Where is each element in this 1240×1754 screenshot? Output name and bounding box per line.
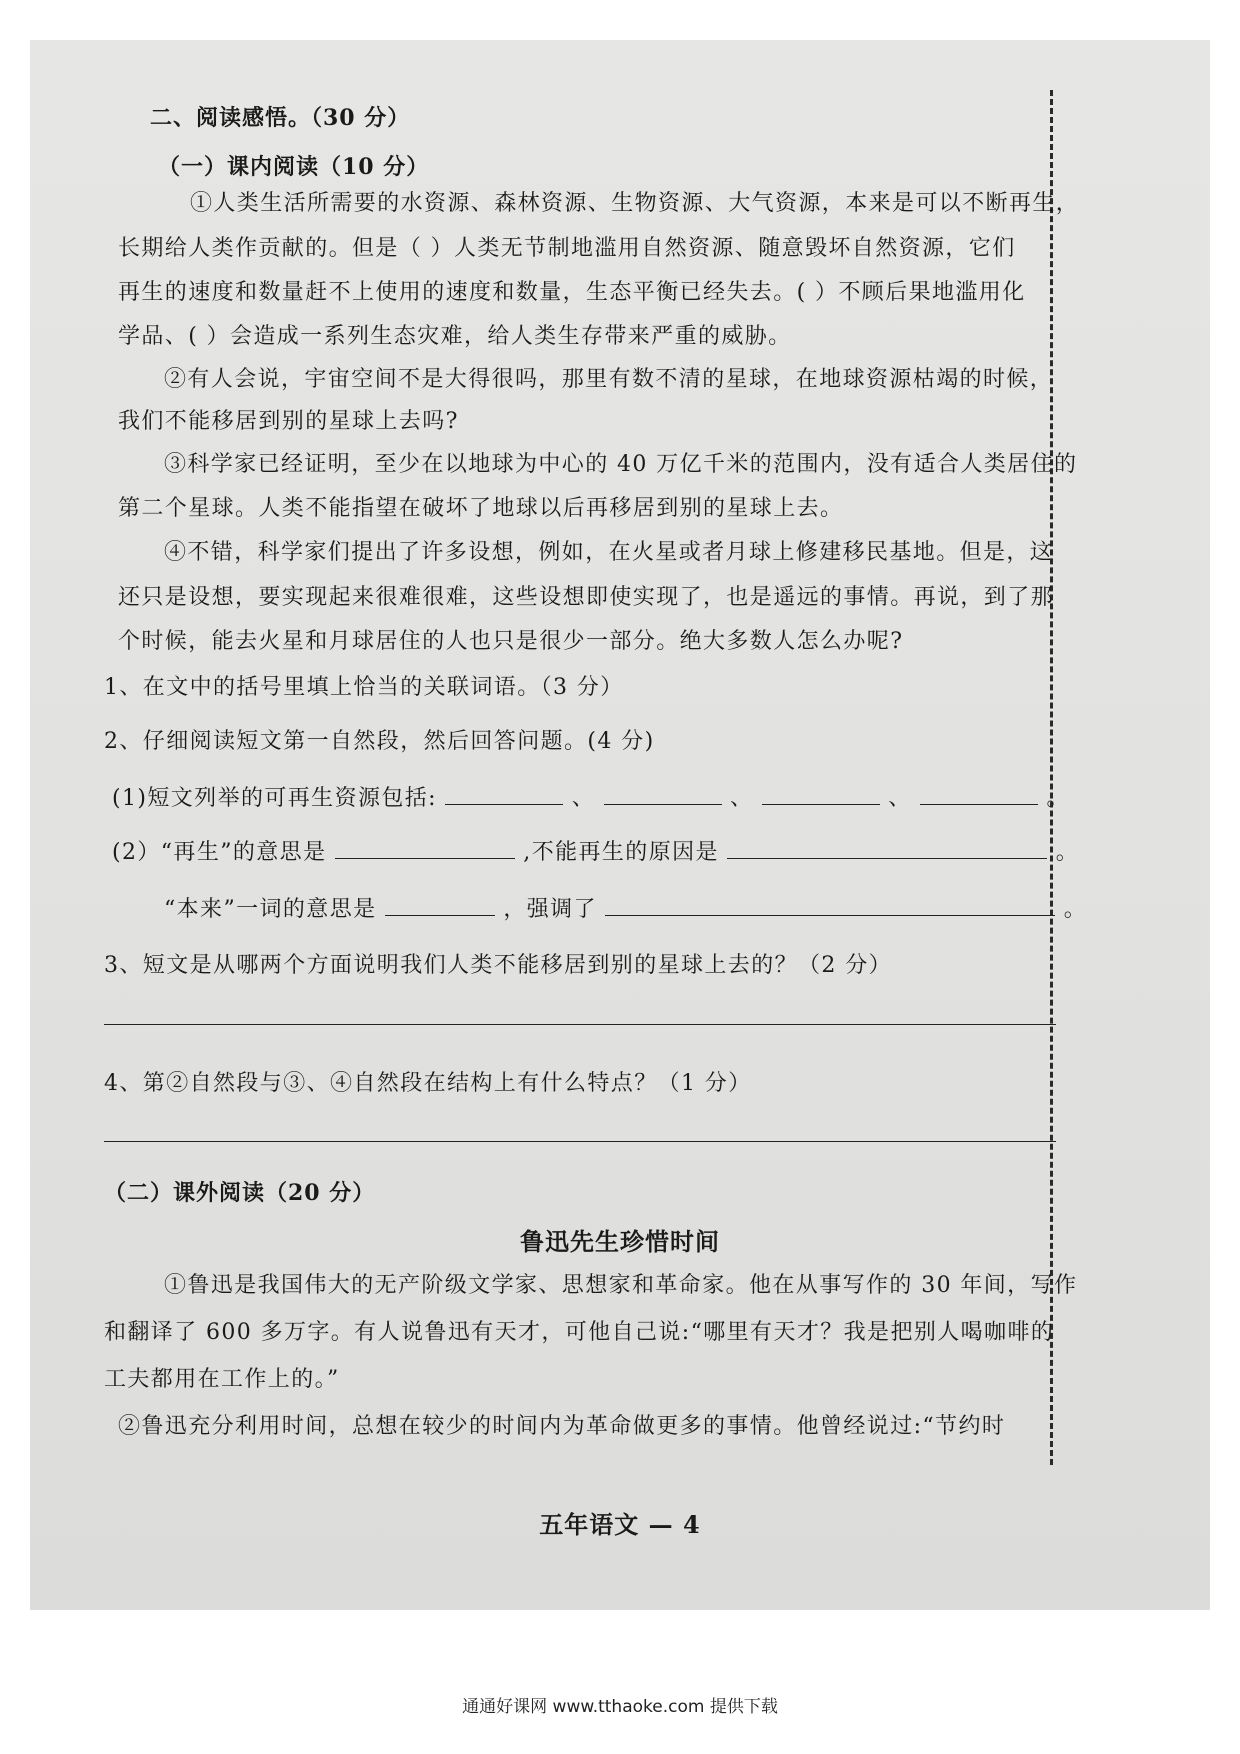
question-2-2-label: (2）“再生”的意思是 <box>112 840 327 865</box>
passage-line: 第二个星球。人类不能指望在破坏了地球以后再移居到别的星球上去。 <box>118 496 844 521</box>
page-footer: 五年语文 — 4 <box>539 1510 701 1539</box>
question-3: 3、短文是从哪两个方面说明我们人类不能移居到别的星球上去的？（2 分） <box>104 953 892 978</box>
answer-blank[interactable] <box>385 895 495 916</box>
question-2-2 <box>112 835 1079 866</box>
question-4: 4、第②自然段与③、④自然段在结构上有什么特点？（1 分） <box>104 1071 752 1096</box>
passage-line: 我们不能移居到别的星球上去吗? <box>118 409 459 434</box>
answer-blank[interactable] <box>727 838 1047 859</box>
answer-blank[interactable] <box>445 784 563 805</box>
question-2-2-mid: ,不能再生的原因是 <box>523 840 719 865</box>
passage-line: 还只是设想，要实现起来很难很难，这些设想即使实现了，也是遥远的事情。再说，到了那 <box>118 585 1055 610</box>
passage-line: ②有人会说，宇宙空间不是大得很吗，那里有数不清的星球，在地球资源枯竭的时候， <box>164 367 1054 392</box>
section-heading: 二、阅读感悟。（30 分） <box>150 105 411 131</box>
binding-cut-line <box>1050 90 1053 1465</box>
answer-blank[interactable] <box>335 838 515 859</box>
answer-blank[interactable] <box>920 784 1038 805</box>
end-mark: 。 <box>1055 840 1080 865</box>
part-two-heading: （二）课外阅读（20 分） <box>104 1180 376 1206</box>
question-2: 2、仔细阅读短文第一自然段，然后回答问题。(4 分) <box>104 729 655 754</box>
separator: 、 <box>730 786 754 811</box>
separator: 、 <box>888 786 912 811</box>
article-title: 鲁迅先生珍惜时间 <box>520 1227 720 1256</box>
question-1: 1、在文中的括号里填上恰当的关联词语。（3 分） <box>104 675 624 700</box>
passage-line: 再生的速度和数量赶不上使用的速度和数量，生态平衡已经失去。( ）不顾后果地滥用化 <box>118 280 1026 305</box>
passage-line: 学品、( ）会造成一系列生态灾难，给人类生存带来严重的威胁。 <box>118 324 792 349</box>
end-mark: 。 <box>1063 897 1088 922</box>
passage-line: 个时候，能去火星和月球居住的人也只是很少一部分。绝大多数人怎么办呢? <box>118 629 904 654</box>
answer-line[interactable] <box>104 1024 1056 1025</box>
end-mark: 。 <box>1046 786 1070 811</box>
passage-line: 和翻译了 600 多万字。有人说鲁迅有天才，可他自己说:“哪里有天才？我是把别人喝咖啡的 <box>104 1320 1055 1345</box>
question-2-3-label: “本来”一词的意思是 <box>164 897 377 922</box>
passage-line: 长期给人类作贡献的。但是（ ）人类无节制地滥用自然资源、随意毁坏自然资源，它们 <box>118 236 1016 261</box>
passage-line: ④不错，科学家们提出了许多设想，例如，在火星或者月球上修建移民基地。但是，这 <box>164 540 1054 565</box>
question-2-1 <box>112 781 1070 812</box>
answer-blank[interactable] <box>604 784 722 805</box>
question-2-1-label: (1)短文列举的可再生资源包括: <box>112 786 437 811</box>
download-watermark: 通通好课网 www.tthaoke.com 提供下载 <box>462 1697 778 1717</box>
passage-line: ②鲁迅充分利用时间，总想在较少的时间内为革命做更多的事情。他曾经说过:“节约时 <box>118 1414 1006 1439</box>
separator: 、 <box>571 786 596 811</box>
passage-line: 工夫都用在工作上的。” <box>104 1367 340 1392</box>
passage-line: ③科学家已经证明，至少在以地球为中心的 40 万亿千米的范围内，没有适合人类居住的 <box>164 452 1078 477</box>
part-one-heading: （一）课内阅读（10 分） <box>158 154 430 180</box>
answer-blank[interactable] <box>762 784 880 805</box>
answer-blank[interactable] <box>605 895 1055 916</box>
passage-line: ①人类生活所需要的水资源、森林资源、生物资源、大气资源，本来是可以不断再生， <box>190 191 1080 216</box>
answer-line[interactable] <box>104 1141 1056 1142</box>
question-2-3 <box>164 892 1087 923</box>
question-2-3-mid: ，强调了 <box>503 897 597 922</box>
passage-line: ①鲁迅是我国伟大的无产阶级文学家、思想家和革命家。他在从事写作的 30 年间，写作 <box>164 1273 1078 1298</box>
